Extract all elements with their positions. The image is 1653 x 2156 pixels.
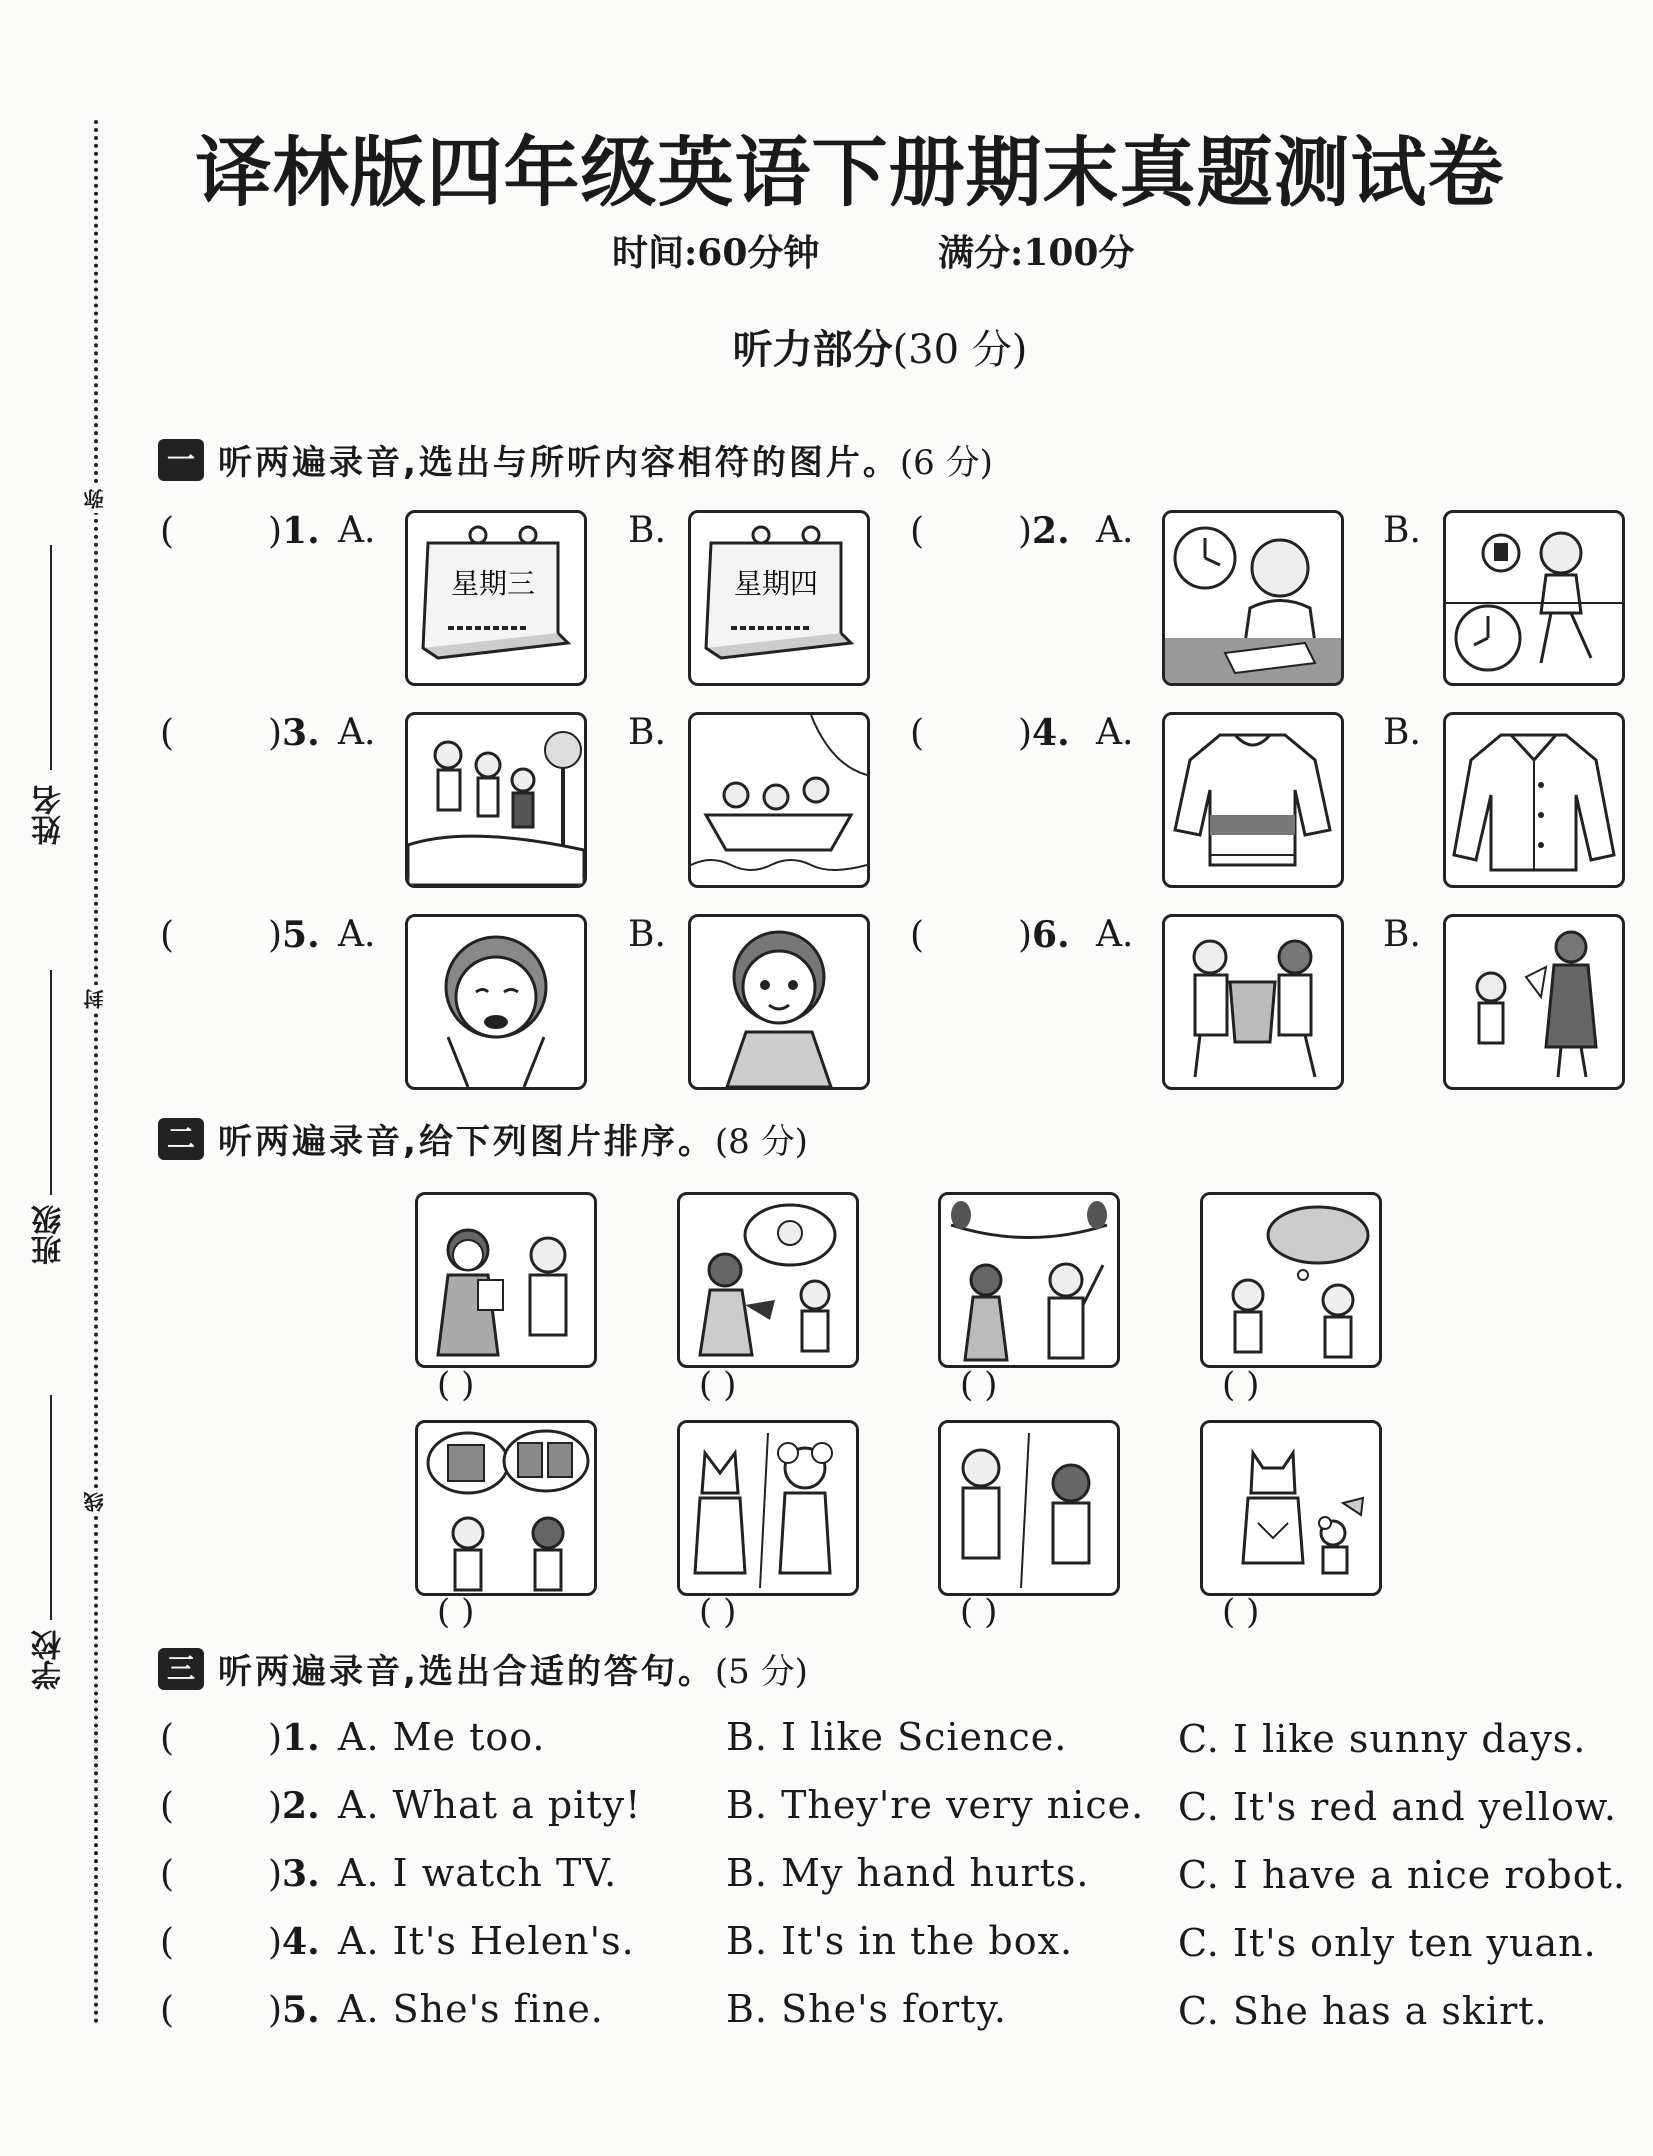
s1-q4-label-a: A. [1096,712,1134,753]
boy-homework-clock-icon [1162,510,1344,686]
s2-order-blank-7[interactable]: ( ) [960,1592,998,1632]
s1-q3-label-b: B. [628,712,666,753]
s1-q3-label-a: A. [338,712,376,753]
section-3-number: 三 [158,1648,204,1690]
s2-order-blank-4[interactable]: ( ) [1222,1365,1260,1405]
girl-milk-boy-icon [415,1192,597,1368]
woman-boy-fan-icon [1443,914,1625,1090]
section-3-heading [158,1644,808,1692]
listening-label: 听力部分 [732,327,893,373]
fox-phone-mouse-icon [677,1420,859,1596]
s2-order-blank-3[interactable]: ( ) [960,1365,998,1405]
listening-points: (30 分) [892,327,1028,373]
s3-q4-option-a[interactable]: A. It's Helen's. [338,1919,635,1963]
s3-q5-option-b[interactable]: B. She's forty. [726,1987,1007,2031]
sweater-icon [1162,712,1344,888]
s3-q4-prefix[interactable]: ( )4. [160,1921,320,1963]
section-2-heading [158,1114,808,1162]
calendar-wednesday-icon [405,510,587,686]
s3-q3-option-b[interactable]: B. My hand hurts. [726,1851,1090,1895]
s3-q1-option-a[interactable]: A. Me too. [338,1715,546,1759]
class-field[interactable] [50,970,52,1195]
s1-q2-label-a: A. [1096,510,1134,551]
s1-q5-label-a: A. [338,914,376,955]
s2-order-blank-2[interactable]: ( ) [699,1365,737,1405]
shirt-icon [1443,712,1625,888]
calendar-thursday-icon [688,510,870,686]
s3-q5-option-c[interactable]: C. She has a skirt. [1178,1989,1548,2033]
binding-mark-xian: 线 [80,1488,109,1516]
name-field[interactable] [50,545,52,770]
s3-q4-option-c[interactable]: C. It's only ten yuan. [1178,1921,1597,1965]
s3-q5-prefix[interactable]: ( )5. [160,1989,320,2031]
school-field[interactable] [50,1395,52,1620]
s3-q4-option-b[interactable]: B. It's in the box. [726,1919,1074,1963]
s1-q6-prefix[interactable]: ( )6. [910,914,1070,956]
s1-q1-label-a: A. [338,510,376,551]
girl-crying-icon [405,914,587,1090]
s3-q3-option-a[interactable]: A. I watch TV. [338,1851,618,1895]
s3-q2-option-c[interactable]: C. It's red and yellow. [1178,1785,1618,1829]
s3-q3-option-c[interactable]: C. I have a nice robot. [1178,1853,1626,1897]
s1-q4-prefix[interactable]: ( )4. [910,712,1070,754]
s3-q1-option-b[interactable]: B. I like Science. [726,1715,1068,1759]
exam-full-score: 满分:100分 [938,232,1135,274]
section-1-number: 一 [158,439,204,481]
section-2-instruction: 听两遍录音,给下列图片排序。 [218,1122,715,1162]
s3-q1-option-c[interactable]: C. I like sunny days. [1178,1717,1587,1761]
s1-q3-prefix[interactable]: ( )3. [160,712,320,754]
binding-dotted-line [94,120,98,2025]
people-boating-icon [688,712,870,888]
section-2-points: (8 分) [714,1122,808,1162]
s3-q5-option-a[interactable]: A. She's fine. [338,1987,604,2031]
class-label: 班级 [32,1205,67,1265]
page-title: 译林版四年级英语下册期末真题测试卷 [195,128,1505,217]
section-1-points: (6 分) [899,443,993,483]
girl-gives-boy-icon [677,1192,859,1368]
section-3-points: (5 分) [714,1652,808,1692]
s3-q2-option-a[interactable]: A. What a pity! [338,1783,642,1827]
cat-mouse-cheese-icon [1200,1420,1382,1596]
binding-mark-feng: 封 [80,985,109,1013]
s3-q3-prefix[interactable]: ( )3. [160,1853,320,1895]
s1-q2-label-b: B. [1383,510,1421,551]
kids-thinking-bubble-icon [1200,1192,1382,1368]
section-3-instruction: 听两遍录音,选出合适的答句。 [218,1652,715,1692]
s2-order-blank-8[interactable]: ( ) [1222,1592,1260,1632]
section-1-heading [158,435,993,483]
s2-order-blank-1[interactable]: ( ) [437,1365,475,1405]
s1-q5-label-b: B. [628,914,666,955]
s2-order-blank-6[interactable]: ( ) [699,1592,737,1632]
section-1-instruction: 听两遍录音,选出与所听内容相符的图片。 [218,443,900,483]
s1-q5-prefix[interactable]: ( )5. [160,914,320,956]
kids-books-bubbles-icon [415,1420,597,1596]
boy-girl-phone-icon [938,1420,1120,1596]
exam-time: 时间:60分钟 [612,232,820,274]
svg-text:星期四: 星期四 [733,567,819,600]
boy-football-clock-icon [1443,510,1625,686]
s3-q2-prefix[interactable]: ( )2. [160,1785,320,1827]
listening-header [0,318,1653,375]
s1-q1-prefix[interactable]: ( )1. [160,510,320,552]
s1-q2-prefix[interactable]: ( )2. [910,510,1070,552]
binding-mark-mi: 弥 [80,485,109,513]
s1-q6-label-a: A. [1096,914,1134,955]
s1-q4-label-b: B. [1383,712,1421,753]
svg-text:星期三: 星期三 [450,567,536,600]
s2-order-blank-5[interactable]: ( ) [437,1592,475,1632]
name-label: 姓名 [32,785,67,845]
people-holding-jacket-icon [1162,914,1344,1090]
people-hiking-icon [405,712,587,888]
s3-q2-option-b[interactable]: B. They're very nice. [726,1783,1145,1827]
party-kids-waving-icon [938,1192,1120,1368]
girl-smiling-icon [688,914,870,1090]
school-label: 学校 [32,1630,67,1690]
s1-q6-label-b: B. [1383,914,1421,955]
s3-q1-prefix[interactable]: ( )1. [160,1717,320,1759]
s1-q1-label-b: B. [628,510,666,551]
section-2-number: 二 [158,1118,204,1160]
